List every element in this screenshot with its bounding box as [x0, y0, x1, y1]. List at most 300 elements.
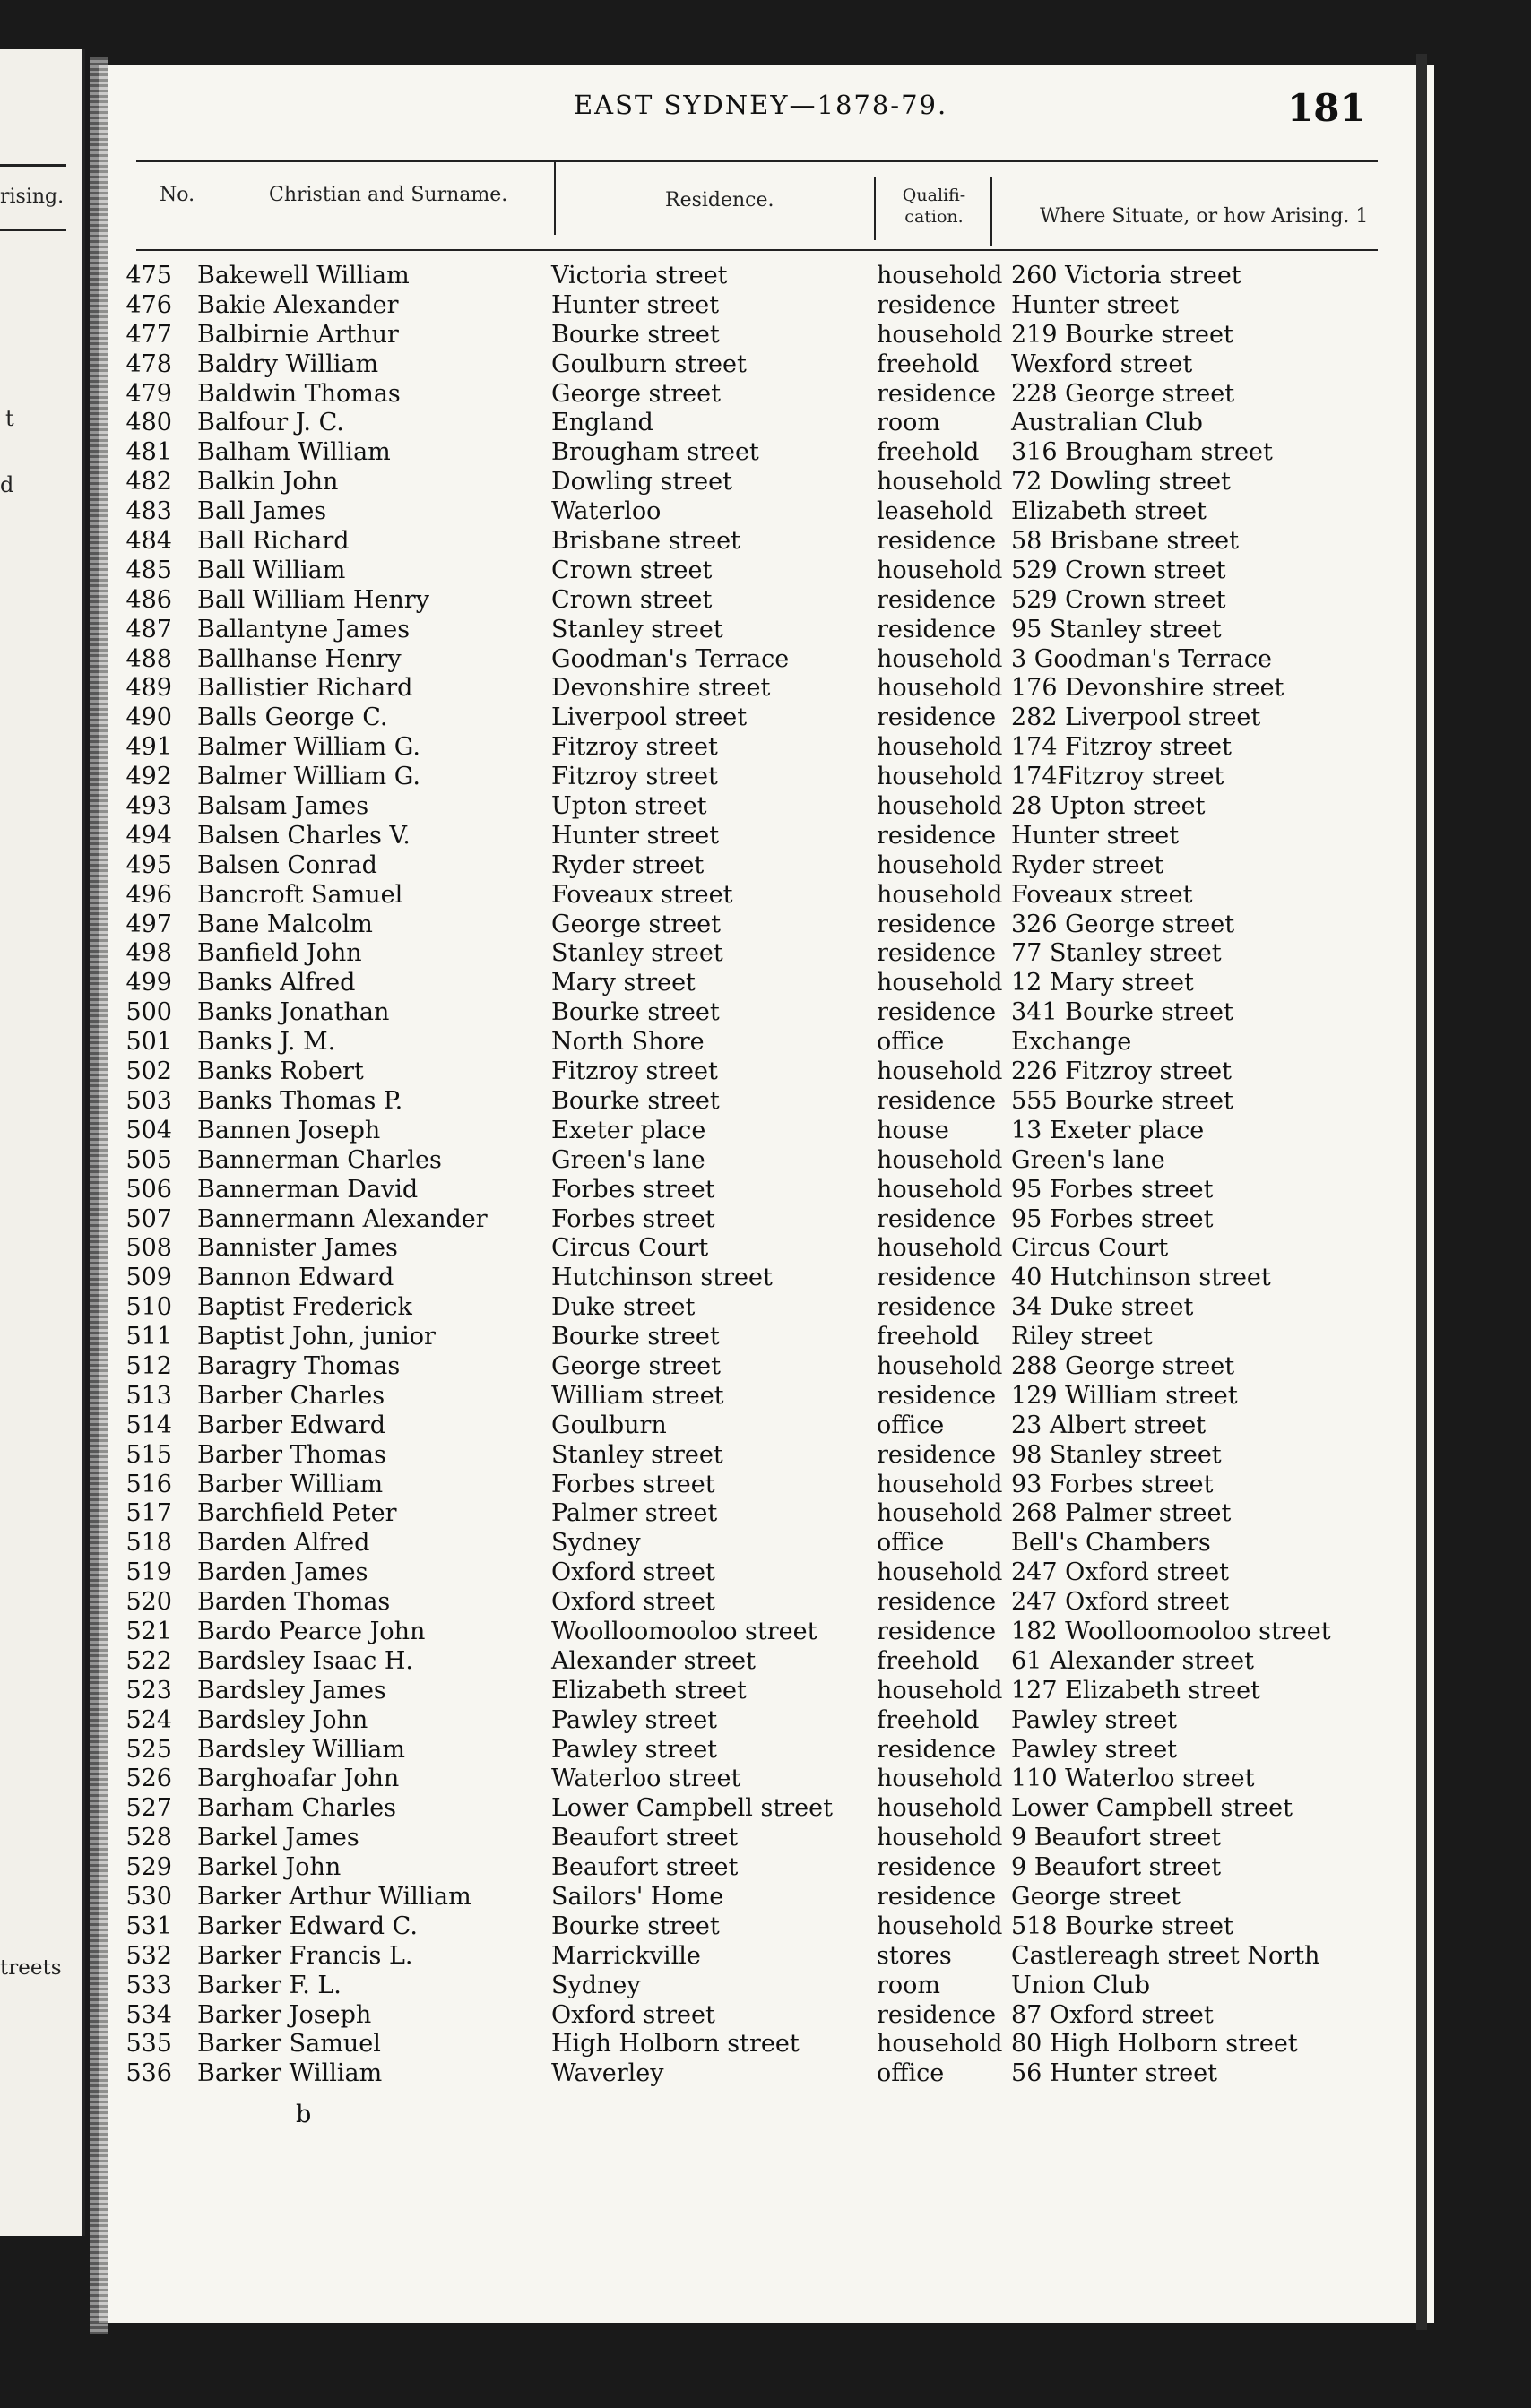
entry-name: Bannen Joseph: [197, 1116, 381, 1144]
table-row: [125, 2059, 1398, 2089]
entry-residence: Ryder street: [551, 850, 705, 879]
entry-name: Bardsley William: [197, 1735, 405, 1764]
table-row: [125, 2001, 1398, 2031]
entry-number: 527: [125, 1794, 172, 1823]
entry-where-situate: 56 Hunter street: [1011, 2059, 1218, 2088]
entry-number: 505: [125, 1145, 172, 1174]
entry-where-situate: 247 Oxford street: [1011, 1558, 1229, 1587]
entry-name: Ballantyne James: [197, 615, 411, 643]
entry-name: Balsen Charles V.: [197, 821, 411, 850]
entry-number: 522: [125, 1646, 172, 1675]
entry-name: Bardo Pearce John: [197, 1617, 426, 1645]
table-row: [125, 1736, 1398, 1765]
entry-name: Bardsley John: [197, 1705, 368, 1734]
entry-where-situate: 13 Exeter place: [1011, 1116, 1205, 1144]
entry-qualification: residence: [877, 1617, 997, 1645]
entry-qualification: freehold: [877, 1646, 980, 1675]
entry-number: 502: [125, 1057, 172, 1086]
entry-qualification: office: [877, 1411, 945, 1439]
table-row: [125, 1912, 1398, 1942]
entry-number: 488: [125, 644, 172, 673]
entry-name: Barghoafar John: [197, 1765, 400, 1793]
column-divider: [990, 177, 992, 246]
entry-number: 523: [125, 1676, 172, 1705]
entry-number: 507: [125, 1204, 172, 1233]
entry-name: Banks J. M.: [197, 1028, 336, 1057]
entry-qualification: household: [877, 1794, 1003, 1823]
facing-page-rule-top: [0, 164, 66, 167]
entry-number: 479: [125, 379, 172, 408]
table-row: [125, 1765, 1398, 1794]
entry-name: Bannerman Charles: [197, 1145, 442, 1174]
entry-number: 506: [125, 1175, 172, 1204]
entry-qualification: residence: [877, 998, 997, 1027]
entry-where-situate: 110 Waterloo street: [1011, 1765, 1255, 1793]
page-number: 181: [1287, 86, 1366, 130]
table-row: [125, 616, 1398, 645]
entry-where-situate: Ryder street: [1011, 850, 1164, 879]
table-row: [125, 1117, 1398, 1146]
entry-name: Balsen Conrad: [197, 850, 377, 879]
entry-residence: Crown street: [551, 585, 713, 614]
table-row: [125, 851, 1398, 881]
facing-page-margin-text: treets: [0, 1956, 62, 1980]
entry-where-situate: 72 Dowling street: [1011, 468, 1231, 496]
entry-where-situate: 518 Bourke street: [1011, 1912, 1233, 1940]
entry-residence: Sailors' Home: [551, 1882, 724, 1911]
entry-qualification: freehold: [877, 1705, 980, 1734]
entry-residence: Circus Court: [551, 1234, 709, 1263]
entry-where-situate: 95 Forbes street: [1011, 1175, 1214, 1204]
table-row: [125, 1972, 1398, 2001]
entry-name: Barkel James: [197, 1824, 359, 1852]
table-row: [125, 1883, 1398, 1912]
entry-name: Balham William: [197, 438, 391, 467]
entry-number: 528: [125, 1824, 172, 1852]
entry-name: Banks Jonathan: [197, 998, 390, 1027]
entry-qualification: household: [877, 792, 1003, 821]
entry-residence: Green's lane: [551, 1145, 705, 1174]
column-divider: [874, 177, 876, 240]
entry-where-situate: 316 Brougham street: [1011, 438, 1273, 467]
table-row: [125, 468, 1398, 497]
entry-where-situate: Wexford street: [1011, 350, 1193, 378]
entry-where-situate: 80 High Holborn street: [1011, 2030, 1298, 2058]
entry-where-situate: 12 Mary street: [1011, 969, 1194, 997]
entry-number: 478: [125, 350, 172, 378]
entry-residence: Fitzroy street: [551, 733, 718, 762]
entry-where-situate: 9 Beaufort street: [1011, 1824, 1222, 1852]
entry-residence: Devonshire street: [551, 674, 771, 703]
entry-residence: Sydney: [551, 1971, 641, 1999]
entry-where-situate: 34 Duke street: [1011, 1293, 1194, 1322]
entry-residence: Victoria street: [551, 262, 728, 289]
entry-where-situate: 268 Palmer street: [1011, 1499, 1232, 1528]
entry-where-situate: Exchange: [1011, 1028, 1132, 1057]
entry-name: Balfour J. C.: [197, 409, 344, 437]
entry-number: 514: [125, 1411, 172, 1439]
entry-residence: Oxford street: [551, 2000, 715, 2029]
entry-name: Barber Edward: [197, 1411, 385, 1439]
entry-residence: Fitzroy street: [551, 1057, 718, 1086]
entry-residence: Pawley street: [551, 1735, 718, 1764]
entry-name: Barker Joseph: [197, 2000, 372, 2029]
entry-name: Barber Thomas: [197, 1440, 386, 1469]
entry-qualification: office: [877, 2059, 945, 2088]
entry-qualification: stores: [877, 1941, 952, 1970]
entry-residence: Upton street: [551, 792, 707, 821]
entry-residence: Waterloo: [551, 497, 662, 526]
entry-qualification: household: [877, 262, 1003, 289]
table-row: [125, 1028, 1398, 1057]
entry-residence: Bourke street: [551, 998, 720, 1027]
table-row: [125, 1146, 1398, 1176]
entry-name: Ball James: [197, 497, 327, 526]
table-row: [125, 1794, 1398, 1824]
column-header-name: Christian and Surname.: [269, 184, 508, 206]
entry-residence: High Holborn street: [551, 2030, 800, 2058]
entry-where-situate: 326 George street: [1011, 910, 1235, 938]
entry-residence: Exeter place: [551, 1116, 706, 1144]
facing-page-margin-text: t: [5, 406, 14, 431]
entry-number: 492: [125, 763, 172, 791]
entry-number: 475: [125, 262, 172, 289]
table-row: [125, 792, 1398, 822]
entry-qualification: freehold: [877, 438, 980, 467]
page-binding-edge: [90, 57, 108, 2334]
entry-where-situate: Castlereagh street North: [1011, 1941, 1320, 1970]
entry-where-situate: Circus Court: [1011, 1234, 1169, 1263]
entry-number: 489: [125, 674, 172, 703]
entry-number: 512: [125, 1351, 172, 1380]
entry-where-situate: 61 Alexander street: [1011, 1646, 1254, 1675]
entry-qualification: residence: [877, 2000, 997, 2029]
table-row: [125, 321, 1398, 350]
table-row: [125, 1471, 1398, 1500]
table-row: [125, 763, 1398, 792]
entry-name: Barker Arthur William: [197, 1882, 471, 1911]
entry-name: Balmer William G.: [197, 733, 420, 762]
entry-number: 496: [125, 880, 172, 909]
entry-name: Baptist Frederick: [197, 1293, 412, 1322]
entry-name: Banks Alfred: [197, 969, 356, 997]
entry-qualification: household: [877, 468, 1003, 496]
entry-number: 521: [125, 1617, 172, 1645]
entry-number: 497: [125, 910, 172, 938]
table-row: [125, 1411, 1398, 1441]
entry-qualification: household: [877, 1351, 1003, 1380]
table-row: [125, 998, 1398, 1028]
entry-residence: Goulburn: [551, 1411, 667, 1439]
entry-qualification: residence: [877, 1853, 997, 1882]
table-row: [125, 1647, 1398, 1677]
column-header-no: No.: [160, 184, 195, 206]
entry-where-situate: 77 Stanley street: [1011, 939, 1222, 968]
entry-where-situate: 23 Albert street: [1011, 1411, 1207, 1439]
entry-residence: Bourke street: [551, 1086, 720, 1115]
entry-name: Balmer William G.: [197, 763, 420, 791]
table-row: [125, 1087, 1398, 1117]
entry-number: 485: [125, 556, 172, 584]
entry-residence: Woolloomooloo street: [551, 1617, 817, 1645]
entry-qualification: room: [877, 1971, 941, 1999]
table-row: [125, 1205, 1398, 1235]
table-row: [125, 1677, 1398, 1706]
entry-residence: Hunter street: [551, 821, 720, 850]
column-header-residence: Residence.: [665, 189, 774, 211]
entry-name: Barker Samuel: [197, 2030, 381, 2058]
entry-residence: Foveaux street: [551, 880, 733, 909]
entry-qualification: residence: [877, 1264, 997, 1292]
entry-qualification: household: [877, 969, 1003, 997]
table-row: [125, 291, 1398, 321]
entry-where-situate: 228 George street: [1011, 379, 1235, 408]
table-row: [125, 1706, 1398, 1736]
entry-qualification: household: [877, 1175, 1003, 1204]
entry-name: Barker William: [197, 2059, 383, 2088]
entry-residence: Waverley: [551, 2059, 664, 2088]
entry-residence: Waterloo street: [551, 1765, 741, 1793]
entry-where-situate: Green's lane: [1011, 1145, 1165, 1174]
entry-qualification: residence: [877, 379, 997, 408]
table-row: [125, 1323, 1398, 1352]
entry-number: 524: [125, 1705, 172, 1734]
entry-qualification: residence: [877, 1381, 997, 1410]
entry-where-situate: 260 Victoria street: [1011, 262, 1241, 289]
table-row: [125, 1942, 1398, 1972]
entry-qualification: residence: [877, 1440, 997, 1469]
entry-qualification: household: [877, 1499, 1003, 1528]
entry-qualification: residence: [877, 290, 997, 319]
entry-number: 532: [125, 1941, 172, 1970]
entry-number: 515: [125, 1440, 172, 1469]
entry-qualification: household: [877, 320, 1003, 349]
column-header-qualification: Qualifi- cation.: [902, 186, 966, 227]
entry-residence: Oxford street: [551, 1588, 715, 1617]
entry-residence: Bourke street: [551, 1912, 720, 1940]
entry-where-situate: George street: [1011, 1882, 1181, 1911]
entry-qualification: residence: [877, 1588, 997, 1617]
entry-residence: Stanley street: [551, 939, 723, 968]
entry-number: 480: [125, 409, 172, 437]
entry-name: Balls George C.: [197, 703, 388, 732]
entry-residence: Alexander street: [551, 1646, 756, 1675]
entry-residence: Beaufort street: [551, 1853, 739, 1882]
entry-residence: Forbes street: [551, 1175, 715, 1204]
entry-residence: Elizabeth street: [551, 1676, 747, 1705]
entry-residence: Forbes street: [551, 1204, 715, 1233]
entry-residence: Goodman's Terrace: [551, 644, 790, 673]
entry-number: 481: [125, 438, 172, 467]
table-row: [125, 438, 1398, 468]
entry-where-situate: 174Fitzroy street: [1011, 763, 1224, 791]
entry-qualification: household: [877, 1057, 1003, 1086]
entry-number: 529: [125, 1853, 172, 1882]
entry-number: 503: [125, 1086, 172, 1115]
entry-residence: Hutchinson street: [551, 1264, 773, 1292]
entry-number: 517: [125, 1499, 172, 1528]
entry-number: 513: [125, 1381, 172, 1410]
entry-where-situate: Pawley street: [1011, 1735, 1178, 1764]
entry-number: 494: [125, 821, 172, 850]
page-right-edge: [1416, 54, 1427, 2330]
entry-number: 511: [125, 1323, 172, 1351]
entry-residence: Brougham street: [551, 438, 759, 467]
entry-where-situate: Foveaux street: [1011, 880, 1193, 909]
entry-name: Baragry Thomas: [197, 1351, 401, 1380]
entry-where-situate: 176 Devonshire street: [1011, 674, 1284, 703]
entry-number: 518: [125, 1529, 172, 1558]
entry-name: Barker F. L.: [197, 1971, 342, 1999]
column-divider: [554, 161, 556, 235]
table-row: [125, 1618, 1398, 1647]
table-row: [125, 527, 1398, 557]
entry-name: Banks Thomas P.: [197, 1086, 403, 1115]
entry-name: Banks Robert: [197, 1057, 364, 1086]
entry-residence: George street: [551, 1351, 721, 1380]
entry-name: Barden James: [197, 1558, 368, 1587]
entry-where-situate: Pawley street: [1011, 1705, 1178, 1734]
entry-where-situate: Australian Club: [1011, 409, 1203, 437]
entry-name: Ball William: [197, 556, 346, 584]
table-row: [125, 1176, 1398, 1205]
entry-qualification: household: [877, 556, 1003, 584]
entry-where-situate: 182 Woolloomooloo street: [1011, 1617, 1331, 1645]
table-row: [125, 557, 1398, 586]
table-row: [125, 1264, 1398, 1293]
entry-number: 519: [125, 1558, 172, 1587]
entry-where-situate: 288 George street: [1011, 1351, 1235, 1380]
entry-qualification: household: [877, 1676, 1003, 1705]
table-row: [125, 497, 1398, 527]
entry-qualification: household: [877, 674, 1003, 703]
entry-residence: England: [551, 409, 653, 437]
entry-number: 530: [125, 1882, 172, 1911]
entry-number: 501: [125, 1028, 172, 1057]
entry-number: 482: [125, 468, 172, 496]
table-row: [125, 1588, 1398, 1618]
entry-qualification: room: [877, 409, 941, 437]
entry-number: 526: [125, 1765, 172, 1793]
header-rule-bottom: [136, 249, 1378, 251]
facing-page-heading: rising.: [0, 186, 65, 208]
entry-number: 484: [125, 527, 172, 556]
entry-where-situate: 174 Fitzroy street: [1011, 733, 1232, 762]
table-row: [125, 703, 1398, 733]
entry-name: Barber Charles: [197, 1381, 385, 1410]
table-row: [125, 733, 1398, 763]
entry-where-situate: 247 Oxford street: [1011, 1588, 1229, 1617]
entry-qualification: household: [877, 1765, 1003, 1793]
entry-qualification: office: [877, 1529, 945, 1558]
entry-name: Bannerman David: [197, 1175, 419, 1204]
entry-name: Bakie Alexander: [197, 290, 399, 319]
entry-number: 535: [125, 2030, 172, 2058]
entry-qualification: residence: [877, 615, 997, 643]
entry-where-situate: 9 Beaufort street: [1011, 1853, 1222, 1882]
entry-name: Baldwin Thomas: [197, 379, 401, 408]
table-row: [125, 1234, 1398, 1264]
table-row: [125, 822, 1398, 851]
entry-name: Balsam James: [197, 792, 369, 821]
table-row: [125, 939, 1398, 969]
entry-where-situate: 87 Oxford street: [1011, 2000, 1214, 2029]
entry-number: 500: [125, 998, 172, 1027]
entry-where-situate: Hunter street: [1011, 290, 1180, 319]
entry-where-situate: 129 William street: [1011, 1381, 1238, 1410]
entry-residence: Mary street: [551, 969, 696, 997]
entry-qualification: residence: [877, 1204, 997, 1233]
entry-number: 499: [125, 969, 172, 997]
facing-page-rule-bottom: [0, 229, 66, 231]
table-row: [125, 1499, 1398, 1529]
entry-residence: Hunter street: [551, 290, 720, 319]
column-header-where: Where Situate, or how Arising. 1: [1040, 205, 1369, 228]
facing-page-margin-text: d: [0, 472, 14, 497]
entry-qualification: household: [877, 2030, 1003, 2058]
entry-where-situate: Bell's Chambers: [1011, 1529, 1211, 1558]
entry-name: Ball Richard: [197, 527, 350, 556]
entry-name: Barden Alfred: [197, 1529, 370, 1558]
entry-qualification: household: [877, 880, 1003, 909]
entry-name: Baldry William: [197, 350, 379, 378]
entry-residence: George street: [551, 379, 721, 408]
entry-qualification: household: [877, 850, 1003, 879]
entry-qualification: residence: [877, 1882, 997, 1911]
entry-qualification: office: [877, 1028, 945, 1057]
entry-number: 477: [125, 320, 172, 349]
table-row: [125, 262, 1398, 291]
table-row: [125, 911, 1398, 940]
entry-number: 504: [125, 1116, 172, 1144]
entry-residence: Liverpool street: [551, 703, 748, 732]
entry-residence: Forbes street: [551, 1470, 715, 1498]
entry-where-situate: 127 Elizabeth street: [1011, 1676, 1260, 1705]
entry-qualification: residence: [877, 585, 997, 614]
entry-number: 483: [125, 497, 172, 526]
entry-residence: Crown street: [551, 556, 713, 584]
entry-residence: Bourke street: [551, 1323, 720, 1351]
signature-mark: b: [296, 2101, 312, 2128]
entry-number: 491: [125, 733, 172, 762]
entry-name: Bardsley Isaac H.: [197, 1646, 413, 1675]
entry-residence: Brisbane street: [551, 527, 740, 556]
entry-number: 536: [125, 2059, 172, 2088]
entry-qualification: house: [877, 1116, 949, 1144]
entry-where-situate: Riley street: [1011, 1323, 1153, 1351]
table-row: [125, 881, 1398, 911]
entry-qualification: freehold: [877, 1323, 980, 1351]
entry-where-situate: 219 Bourke street: [1011, 320, 1233, 349]
table-row: [125, 586, 1398, 616]
elector-list: [125, 262, 1398, 2089]
entry-where-situate: 95 Forbes street: [1011, 1204, 1214, 1233]
page-title: EAST SYDNEY—1878-79.: [574, 90, 948, 120]
entry-residence: Palmer street: [551, 1499, 718, 1528]
entry-residence: Bourke street: [551, 320, 720, 349]
entry-number: 520: [125, 1588, 172, 1617]
entry-name: Bancroft Samuel: [197, 880, 403, 909]
table-row: [125, 1382, 1398, 1411]
entry-residence: Pawley street: [551, 1705, 718, 1734]
entry-name: Bakewell William: [197, 262, 410, 289]
entry-name: Bannister James: [197, 1234, 398, 1263]
table-row: [125, 2030, 1398, 2059]
entry-residence: Stanley street: [551, 615, 723, 643]
entry-residence: Marrickville: [551, 1941, 701, 1970]
entry-where-situate: Elizabeth street: [1011, 497, 1207, 526]
entry-number: 510: [125, 1293, 172, 1322]
